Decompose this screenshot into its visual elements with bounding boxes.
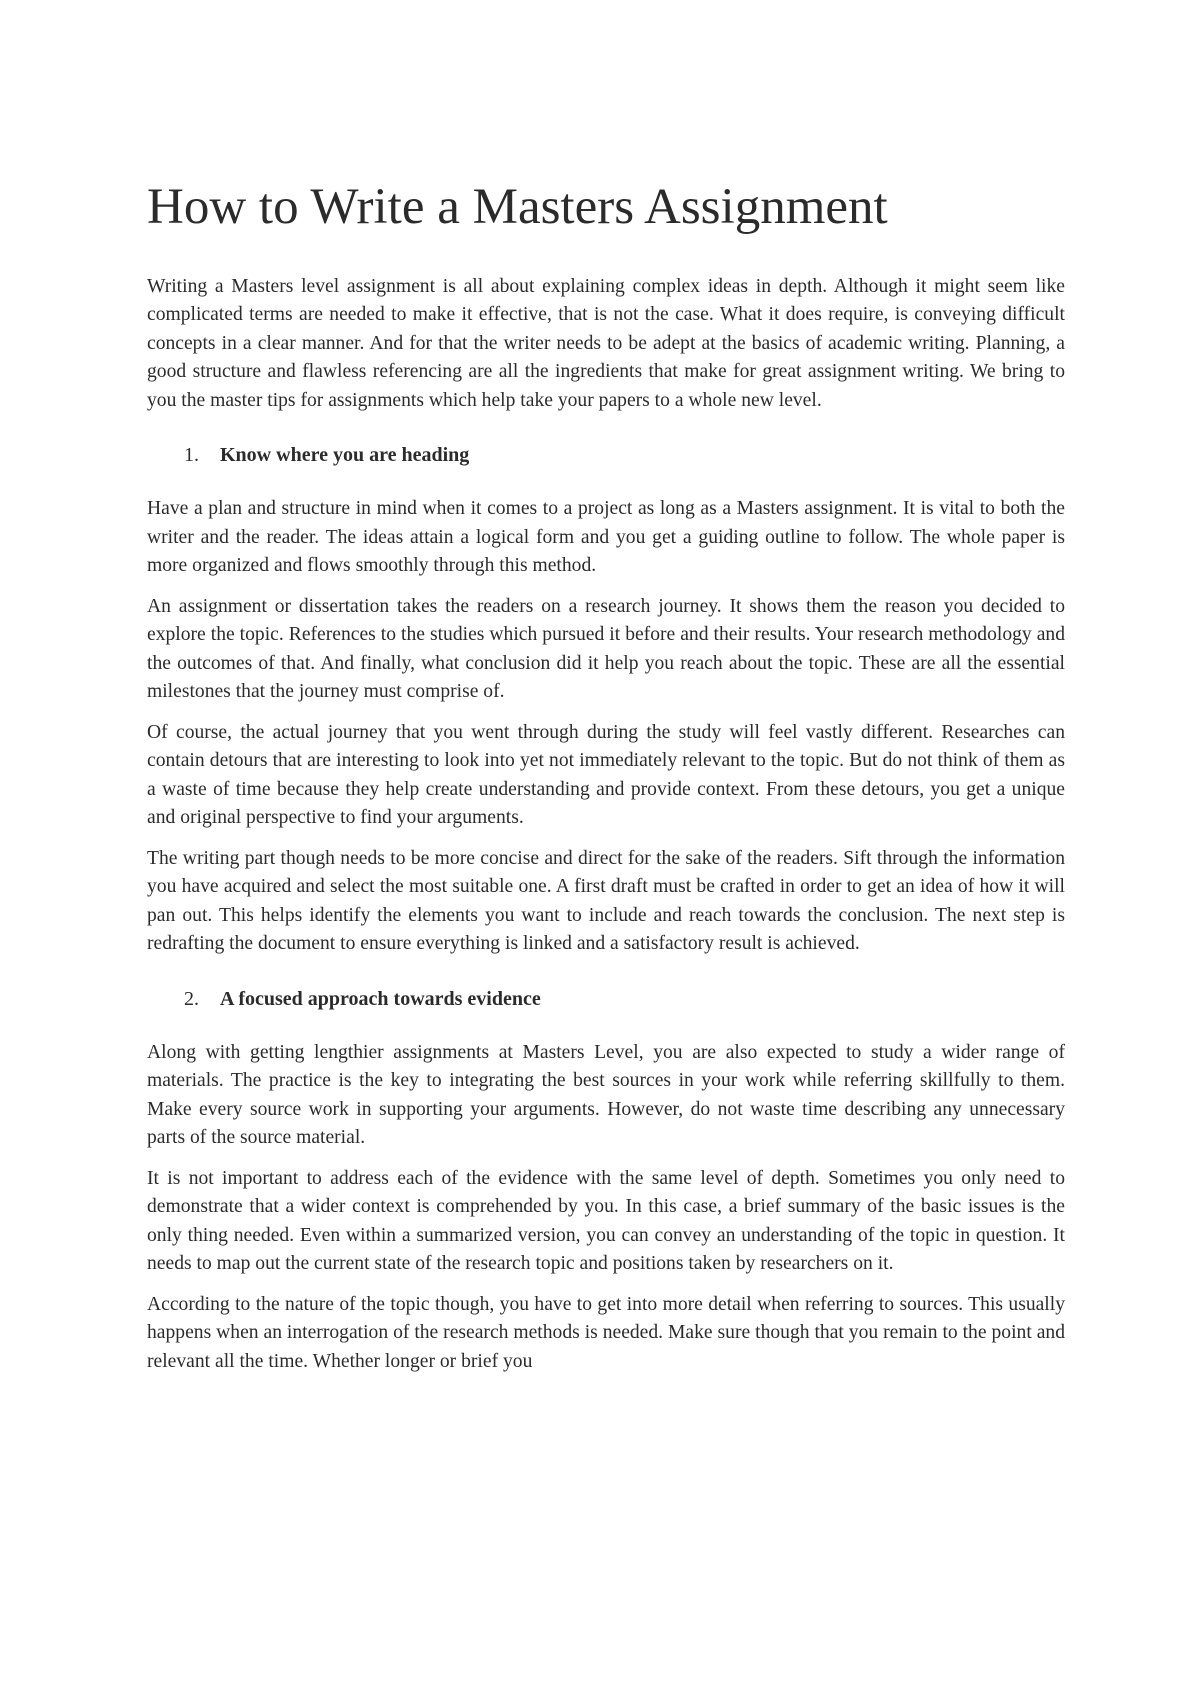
section-number: 1.	[184, 444, 199, 467]
intro-paragraph: Writing a Masters level assignment is all about explaining complex ideas in depth. Although it might seem like complicated terms are needed to make it effective, that is not the case. What it does require, is conveying difficult concepts in a clear manner. And for that the writer needs to be adept at the basics of academic writing. Planning, a good structure and flawless referencing are all the ingredients that make for great assignment writing. We bring to you the master tips for assignments which help take your papers to a whole new level.	[147, 275, 1065, 411]
document-page	[147, 178, 1065, 1388]
paragraph: It is not important to address each of the evidence with the same level of depth. Sometimes you only need to demonstrate that a wider context is comprehended by you. In this case, a brief summary of the basic issues is the only thing needed. Even within a summarized version, you can convey an understanding of the topic in question. It needs to map out the current state of the research topic and positions taken by researchers on it.	[147, 1167, 1065, 1275]
page-title: How to Write a Masters Assignment	[147, 179, 888, 235]
section-heading-2	[147, 985, 1065, 1013]
section-number: 2.	[184, 987, 199, 1010]
section-heading-1	[147, 441, 1065, 469]
paragraph: Have a plan and structure in mind when it comes to a project as long as a Masters assignment. It is vital to both the writer and the reader. The ideas attain a logical form and you get a guiding outline to follow. The whole paper is more organized and flows smoothly through this method.	[147, 498, 1065, 577]
paragraph: Of course, the actual journey that you went through during the study will feel vastly different. Researches can contain detours that are interesting to look into yet not immediately relevant to the topic. But do not think of them as a waste of time because they help create understanding and provide context. From these detours, you get a unique and original perspective to find your arguments.	[147, 721, 1065, 829]
paragraph: An assignment or dissertation takes the readers on a research journey. It shows them the reason you decided to explore the topic. References to the studies which pursued it before and their results. Your research methodology and the outcomes of that. And finally, what conclusion did it help you reach about the topic. These are all the essential milestones that the journey must comprise of.	[147, 595, 1065, 703]
paragraph: According to the nature of the topic though, you have to get into more detail when referring to sources. This usually happens when an interrogation of the research methods is needed. Make sure though that you remain to the point and relevant all the time. Whether longer or brief you	[147, 1293, 1065, 1372]
paragraph: The writing part though needs to be more concise and direct for the sake of the readers. Sift through the information you have acquired and select the most suitable one. A first draft must be crafted in order to get an idea of how it will pan out. This helps identify the elements you want to include and reach towards the conclusion. The next step is redrafting the document to ensure everything is linked and a satisfactory result is achieved.	[147, 847, 1065, 955]
section-title: Know where you are heading	[220, 444, 470, 467]
paragraph: Along with getting lengthier assignments at Masters Level, you are also expected to study a wider range of materials. The practice is the key to integrating the best sources in your work while referring skillfully to them. Make every source work in supporting your arguments. However, do not waste time describing any unnecessary parts of the source material.	[147, 1041, 1065, 1149]
section-title: A focused approach towards evidence	[220, 987, 541, 1010]
